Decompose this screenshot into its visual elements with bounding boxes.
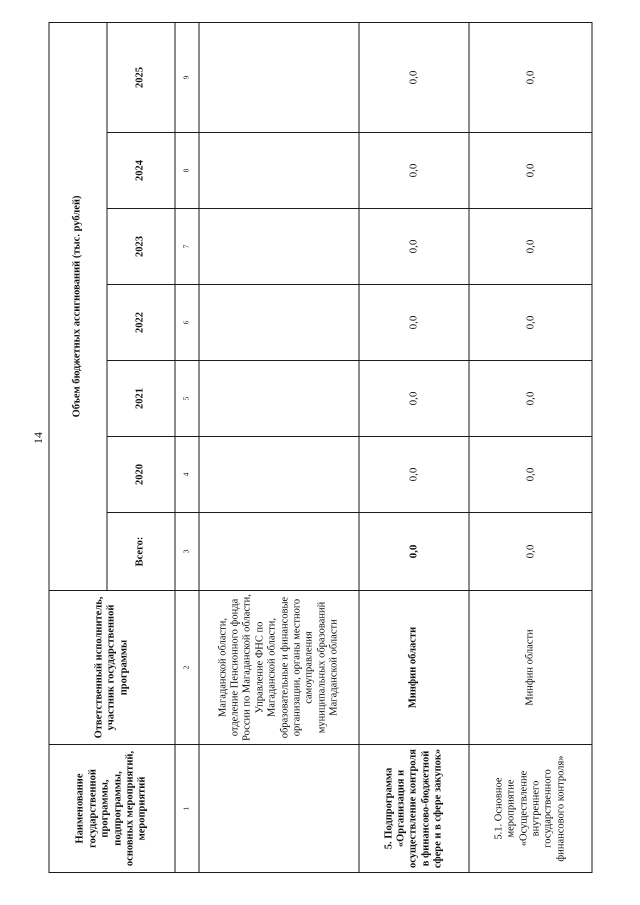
row-value-2022 [199, 285, 359, 361]
page-number: 14 [31, 432, 45, 444]
row-value-2025: 0,0 [469, 22, 592, 132]
year-2025: 2025 [107, 22, 175, 132]
header-name-cell: Наименование государственной программы, подпрограммы, основных мероприятий, мероприятий [49, 745, 175, 873]
row-value-2021 [199, 361, 359, 437]
budget-table [49, 22, 593, 873]
row-value-2022: 0,0 [359, 285, 469, 361]
year-total: Всего: [107, 513, 175, 591]
header-budget-cell: Объем бюджетных ассигнований (тыс. рублей) [49, 22, 107, 590]
table-row [359, 22, 469, 872]
header-row-top [49, 22, 107, 872]
col-number-1: 1 [175, 745, 199, 873]
year-2023: 2023 [107, 209, 175, 285]
row-executor-cell: Минфин области [469, 591, 592, 745]
table-row [469, 22, 592, 872]
row-value-total: 0,0 [359, 513, 469, 591]
row-value-2023 [199, 209, 359, 285]
row-name-cell [199, 745, 359, 873]
table-row [199, 22, 359, 872]
row-value-2022: 0,0 [469, 285, 592, 361]
col-number-8: 8 [175, 133, 199, 209]
row-executor-cell: Магаданской области, отделение Пенсионного фонда России по Магаданской области, Управление ФНС по Магаданской области, образовательные и финансовые организации, органы местного самоуправления муниципальных образований Магаданской области [199, 591, 359, 745]
row-value-2020: 0,0 [359, 437, 469, 513]
row-value-2020 [199, 437, 359, 513]
row-value-2023: 0,0 [359, 209, 469, 285]
column-number-row [175, 22, 199, 872]
col-number-6: 6 [175, 285, 199, 361]
year-2021: 2021 [107, 361, 175, 437]
row-value-2021: 0,0 [469, 361, 592, 437]
row-value-2025 [199, 22, 359, 132]
year-2022: 2022 [107, 285, 175, 361]
year-2020: 2020 [107, 437, 175, 513]
row-value-2021: 0,0 [359, 361, 469, 437]
row-value-2025: 0,0 [359, 22, 469, 132]
row-value-2023: 0,0 [469, 209, 592, 285]
row-value-2024: 0,0 [359, 133, 469, 209]
row-value-total [199, 513, 359, 591]
row-value-2020: 0,0 [469, 437, 592, 513]
col-number-7: 7 [175, 209, 199, 285]
row-name-cell: 5. Подпрограмма «Организация и осуществление контроля в финансово-бюджетной сфере и в сфере закупок» [359, 745, 469, 873]
col-number-5: 5 [175, 361, 199, 437]
row-value-2024 [199, 133, 359, 209]
row-executor-cell: Минфин области [359, 591, 469, 745]
header-executor-cell: Ответственный исполнитель, участник государственной программы [49, 591, 175, 745]
col-number-2: 2 [175, 591, 199, 745]
row-name-cell: 5.1. Основное мероприятие «Осуществление внутреннего государственного финансового контроля» [469, 745, 592, 873]
col-number-3: 3 [175, 513, 199, 591]
row-value-2024: 0,0 [469, 133, 592, 209]
col-number-9: 9 [175, 22, 199, 132]
row-value-total: 0,0 [469, 513, 592, 591]
budget-table-sheet [49, 23, 592, 873]
col-number-4: 4 [175, 437, 199, 513]
year-2024: 2024 [107, 133, 175, 209]
